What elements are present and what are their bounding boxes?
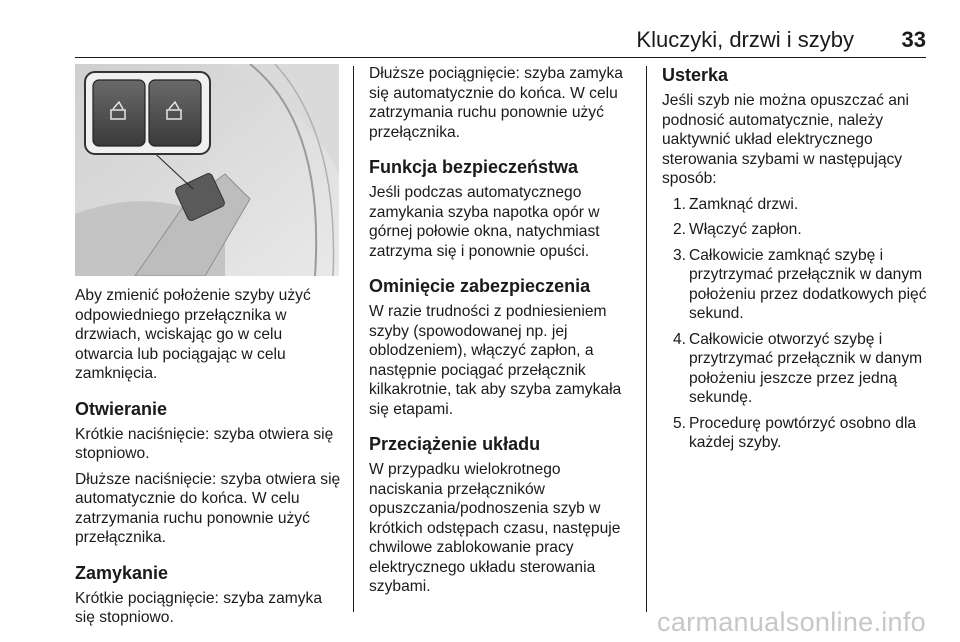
column-3	[662, 64, 930, 459]
step-number: 4.	[673, 330, 687, 348]
watermark-link[interactable]: carmanualsonline.info	[657, 607, 926, 637]
closing-long-pull: Dłuższe pociągnięcie: szyba zamyka się automatycznie do końca. W celu zatrzymania ruchu ponownie użyć przełącznika.	[369, 65, 623, 141]
list-item	[662, 414, 930, 453]
opening-long-press: Dłuższe naciśnięcie: szyba otwiera się automatycznie do końca. W celu zatrzymania ruchu ponownie użyć przełącznika.	[75, 470, 341, 546]
page-title: Kluczyki, drzwi i szyby	[636, 27, 854, 52]
step-text: Całkowicie zamknąć szybę i przytrzymać przełącznik w danym położeniu przez dodatkowych pięć sekund.	[689, 246, 927, 322]
step-number: 2.	[673, 221, 687, 238]
safety-paragraph: Jeśli podczas automatycznego zamykania szyba napotka opór w górnej połowie okna, natychmiast zatrzyma się i ponownie opuści.	[369, 184, 600, 260]
section-heading-overload: Przeciążenie układu	[369, 434, 541, 454]
window-switch-illustration	[75, 64, 339, 276]
step-number: 5.	[673, 414, 687, 432]
section-heading-opening: Otwieranie	[75, 398, 168, 419]
step-number: 1.	[673, 195, 687, 213]
list-item	[662, 246, 930, 324]
column-divider-2	[646, 66, 647, 612]
column-1	[75, 64, 343, 634]
step-text: Całkowicie otworzyć szybę i przytrzymać przełącznik w danym położeniu jeszcze przez jedną sekundę.	[689, 330, 923, 406]
section-heading-override: Ominięcie zabezpieczenia	[369, 276, 591, 296]
column-2	[369, 64, 637, 603]
list-item	[662, 220, 930, 240]
closing-short-pull: Krótkie pociągnięcie: szyba zamyka się stopniowo.	[75, 589, 323, 626]
section-heading-fault: Usterka	[662, 65, 729, 85]
fault-intro: Jeśli szyb nie można opuszczać ani podnosić automatycznie, należy uaktywnić układ elektrycznego sterowania szybami w następujący sposób:	[662, 92, 910, 187]
step-text: Zamknąć drzwi.	[689, 195, 799, 213]
page-header	[75, 22, 926, 58]
page-number: 33	[901, 27, 926, 52]
step-number: 3.	[673, 246, 687, 264]
step-text: Włączyć zapłon.	[689, 221, 802, 238]
column-divider-1	[353, 66, 354, 612]
opening-short-press: Krótkie naciśnięcie: szyba otwiera się stopniowo.	[75, 425, 334, 462]
header-rule	[75, 57, 926, 58]
fault-steps-list	[662, 195, 930, 453]
override-paragraph: W razie trudności z podniesieniem szyby (spowodowanej np. jej oblodzeniem), włączyć zapłon, a następnie pociągać przełącznik kilkakrotnie, tak aby szyba zamykała się etapami.	[369, 303, 622, 418]
step-text: Procedurę powtórzyć osobno dla każdej szyby.	[689, 414, 917, 451]
list-item	[662, 330, 930, 408]
section-heading-closing: Zamykanie	[75, 562, 169, 583]
caption-paragraph: Aby zmienić położenie szyby użyć odpowiedniego przełącznika w drzwiach, wciskając go w celu otwarcia lub pociągając w celu zamknięcia.	[75, 287, 311, 382]
list-item	[662, 195, 930, 215]
overload-paragraph: W przypadku wielokrotnego naciskania przełączników opuszczania/podnoszenia szyb w krótkich odstępach czasu, następuje chwilowe zablokowanie pracy elektrycznego układu sterowania szybami.	[369, 461, 621, 595]
section-heading-safety: Funkcja bezpieczeństwa	[369, 157, 579, 177]
